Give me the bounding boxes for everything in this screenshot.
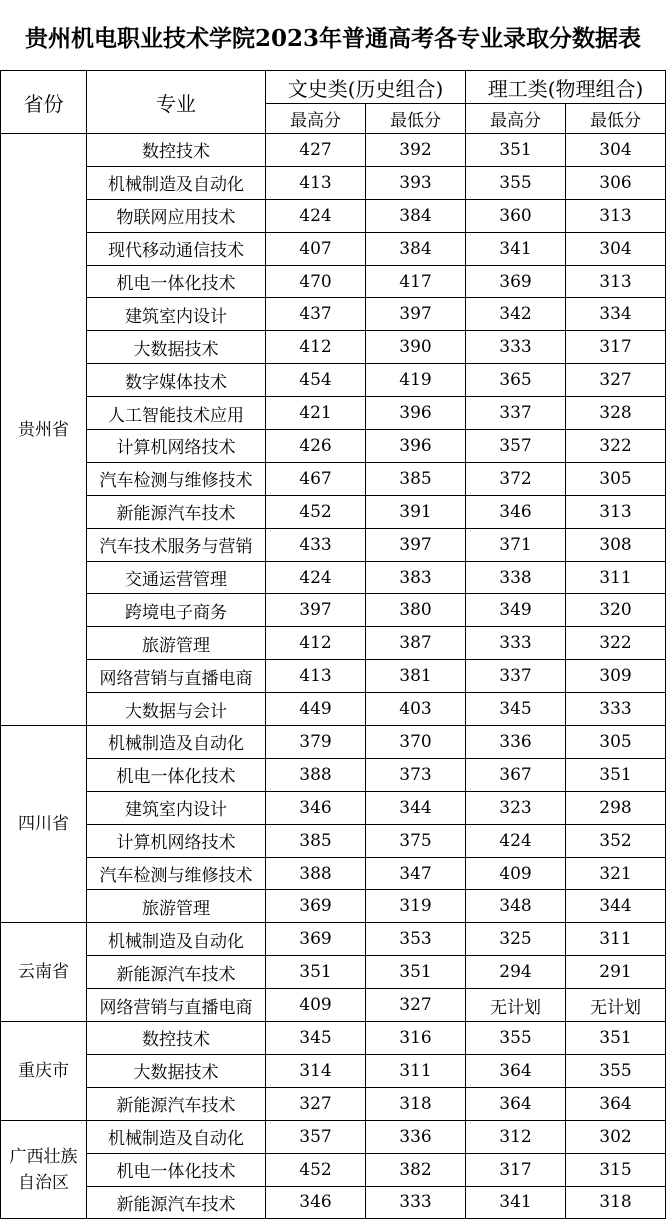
- table-row: [1, 134, 666, 167]
- wen-max-cell: 449: [266, 693, 366, 726]
- li-min-cell: 311: [566, 561, 666, 594]
- major-cell: 机电一体化技术: [87, 1153, 266, 1186]
- wen-max-cell: 409: [266, 989, 366, 1022]
- li-min-cell: 302: [566, 1120, 666, 1153]
- li-max-cell: 365: [466, 364, 566, 397]
- table-row: [1, 594, 666, 627]
- table-row: [1, 726, 666, 759]
- wen-max-cell: 424: [266, 561, 366, 594]
- major-cell: 数控技术: [87, 1022, 266, 1055]
- li-min-cell: 313: [566, 265, 666, 298]
- major-cell: 机械制造及自动化: [87, 923, 266, 956]
- wen-max-cell: 369: [266, 923, 366, 956]
- wen-max-cell: 407: [266, 232, 366, 265]
- major-cell: 建筑室内设计: [87, 791, 266, 824]
- li-min-cell: 309: [566, 660, 666, 693]
- table-row: [1, 660, 666, 693]
- major-cell: 大数据与会计: [87, 693, 266, 726]
- table-row: [1, 693, 666, 726]
- li-max-cell: 424: [466, 824, 566, 857]
- table-row: [1, 956, 666, 989]
- major-cell: 现代移动通信技术: [87, 232, 266, 265]
- li-max-cell: 294: [466, 956, 566, 989]
- wen-min-cell: 396: [366, 397, 466, 430]
- li-min-cell: 317: [566, 331, 666, 364]
- wen-min-cell: 397: [366, 528, 466, 561]
- province-cell: [1, 1120, 87, 1219]
- page-title: 贵州机电职业技术学院2023年普通高考各专业录取分数据表: [24, 25, 641, 52]
- wen-min-cell: 397: [366, 298, 466, 331]
- li-max-cell: 325: [466, 923, 566, 956]
- wen-max-cell: 437: [266, 298, 366, 331]
- table-row: [1, 528, 666, 561]
- province-cell: 贵州省: [1, 134, 87, 726]
- major-cell: 交通运营管理: [87, 561, 266, 594]
- major-cell: 机电一体化技术: [87, 758, 266, 791]
- table-row: [1, 824, 666, 857]
- major-cell: 新能源汽车技术: [87, 1186, 266, 1219]
- li-max-cell: 369: [466, 265, 566, 298]
- wen-max-cell: 397: [266, 594, 366, 627]
- wen-min-cell: 384: [366, 199, 466, 232]
- admission-score-table: [0, 70, 666, 1219]
- wen-min-cell: 396: [366, 430, 466, 463]
- major-cell: 旅游管理: [87, 627, 266, 660]
- li-max-cell: 333: [466, 627, 566, 660]
- li-min-cell: 327: [566, 364, 666, 397]
- li-max-cell: 364: [466, 1087, 566, 1120]
- major-cell: 数控技术: [87, 134, 266, 167]
- wen-min-cell: 373: [366, 758, 466, 791]
- table-row: [1, 857, 666, 890]
- wen-min-cell: 333: [366, 1186, 466, 1219]
- wen-min-cell: 351: [366, 956, 466, 989]
- table-row: [1, 265, 666, 298]
- header-province: 省份: [1, 71, 87, 134]
- table-row: [1, 1120, 666, 1153]
- wen-min-cell: 385: [366, 462, 466, 495]
- table-row: [1, 462, 666, 495]
- table-row: [1, 923, 666, 956]
- wen-max-cell: 346: [266, 1186, 366, 1219]
- wen-max-cell: 369: [266, 890, 366, 923]
- li-max-cell: 333: [466, 331, 566, 364]
- wen-max-cell: 470: [266, 265, 366, 298]
- li-min-cell: 298: [566, 791, 666, 824]
- li-max-cell: 342: [466, 298, 566, 331]
- major-cell: 网络营销与直播电商: [87, 989, 266, 1022]
- li-max-cell: 355: [466, 166, 566, 199]
- table-row: [1, 199, 666, 232]
- wen-max-cell: 412: [266, 627, 366, 660]
- wen-min-cell: 347: [366, 857, 466, 890]
- li-min-cell: 320: [566, 594, 666, 627]
- province-cell: 重庆市: [1, 1022, 87, 1121]
- wen-min-cell: 375: [366, 824, 466, 857]
- li-max-cell: 338: [466, 561, 566, 594]
- wen-min-cell: 344: [366, 791, 466, 824]
- li-max-cell: 360: [466, 199, 566, 232]
- li-min-cell: 306: [566, 166, 666, 199]
- table-row: [1, 430, 666, 463]
- major-cell: 旅游管理: [87, 890, 266, 923]
- major-cell: 网络营销与直播电商: [87, 660, 266, 693]
- li-min-cell: 364: [566, 1087, 666, 1120]
- wen-max-cell: 452: [266, 495, 366, 528]
- header-wen-min: 最低分: [366, 104, 466, 134]
- wen-min-cell: 319: [366, 890, 466, 923]
- province-name-line: 自治区: [18, 1172, 69, 1193]
- li-min-cell: 305: [566, 726, 666, 759]
- li-max-cell: 372: [466, 462, 566, 495]
- wen-min-cell: 391: [366, 495, 466, 528]
- li-min-cell: 344: [566, 890, 666, 923]
- wen-min-cell: 370: [366, 726, 466, 759]
- wen-max-cell: 412: [266, 331, 366, 364]
- wen-max-cell: 421: [266, 397, 366, 430]
- table-row: [1, 298, 666, 331]
- major-cell: 汽车检测与维修技术: [87, 462, 266, 495]
- li-max-cell: 346: [466, 495, 566, 528]
- li-max-cell: 317: [466, 1153, 566, 1186]
- header-li-max: 最高分: [466, 104, 566, 134]
- wen-max-cell: 327: [266, 1087, 366, 1120]
- wen-min-cell: 387: [366, 627, 466, 660]
- wen-min-cell: 390: [366, 331, 466, 364]
- li-min-cell: 328: [566, 397, 666, 430]
- li-min-cell: 313: [566, 199, 666, 232]
- wen-max-cell: 427: [266, 134, 366, 167]
- li-min-cell: 351: [566, 758, 666, 791]
- li-max-cell: 345: [466, 693, 566, 726]
- li-min-cell: 351: [566, 1022, 666, 1055]
- major-cell: 汽车技术服务与营销: [87, 528, 266, 561]
- li-max-cell: 无计划: [466, 989, 566, 1022]
- wen-min-cell: 392: [366, 134, 466, 167]
- wen-max-cell: 346: [266, 791, 366, 824]
- li-max-cell: 367: [466, 758, 566, 791]
- li-max-cell: 341: [466, 232, 566, 265]
- wen-max-cell: 433: [266, 528, 366, 561]
- li-max-cell: 355: [466, 1022, 566, 1055]
- wen-max-cell: 385: [266, 824, 366, 857]
- wen-min-cell: 383: [366, 561, 466, 594]
- province-cell: 云南省: [1, 923, 87, 1022]
- wen-min-cell: 327: [366, 989, 466, 1022]
- table-row: [1, 890, 666, 923]
- table-row: [1, 166, 666, 199]
- table-row: [1, 331, 666, 364]
- major-cell: 汽车检测与维修技术: [87, 857, 266, 890]
- province-cell: 四川省: [1, 726, 87, 923]
- major-cell: 计算机网络技术: [87, 430, 266, 463]
- major-cell: 新能源汽车技术: [87, 956, 266, 989]
- li-max-cell: 337: [466, 660, 566, 693]
- major-cell: 机械制造及自动化: [87, 726, 266, 759]
- wen-max-cell: 467: [266, 462, 366, 495]
- wen-max-cell: 345: [266, 1022, 366, 1055]
- wen-min-cell: 417: [366, 265, 466, 298]
- li-max-cell: 312: [466, 1120, 566, 1153]
- wen-min-cell: 311: [366, 1054, 466, 1087]
- major-cell: 机械制造及自动化: [87, 166, 266, 199]
- major-cell: 大数据技术: [87, 331, 266, 364]
- li-max-cell: 371: [466, 528, 566, 561]
- table-row: [1, 495, 666, 528]
- major-cell: 新能源汽车技术: [87, 495, 266, 528]
- li-min-cell: 315: [566, 1153, 666, 1186]
- li-min-cell: 355: [566, 1054, 666, 1087]
- wen-min-cell: 382: [366, 1153, 466, 1186]
- table-row: [1, 1054, 666, 1087]
- li-min-cell: 334: [566, 298, 666, 331]
- li-min-cell: 304: [566, 232, 666, 265]
- wen-max-cell: 379: [266, 726, 366, 759]
- li-max-cell: 341: [466, 1186, 566, 1219]
- wen-max-cell: 351: [266, 956, 366, 989]
- table-row: [1, 791, 666, 824]
- li-min-cell: 318: [566, 1186, 666, 1219]
- wen-max-cell: 454: [266, 364, 366, 397]
- li-max-cell: 323: [466, 791, 566, 824]
- major-cell: 大数据技术: [87, 1054, 266, 1087]
- li-max-cell: 336: [466, 726, 566, 759]
- wen-max-cell: 413: [266, 166, 366, 199]
- table-row: [1, 1087, 666, 1120]
- li-min-cell: 311: [566, 923, 666, 956]
- table-row: [1, 627, 666, 660]
- wen-min-cell: 384: [366, 232, 466, 265]
- major-cell: 物联网应用技术: [87, 199, 266, 232]
- wen-min-cell: 393: [366, 166, 466, 199]
- li-max-cell: 349: [466, 594, 566, 627]
- wen-min-cell: 380: [366, 594, 466, 627]
- major-cell: 机电一体化技术: [87, 265, 266, 298]
- wen-min-cell: 316: [366, 1022, 466, 1055]
- header-wen-max: 最高分: [266, 104, 366, 134]
- wen-min-cell: 403: [366, 693, 466, 726]
- wen-min-cell: 336: [366, 1120, 466, 1153]
- li-max-cell: 364: [466, 1054, 566, 1087]
- table-row: [1, 561, 666, 594]
- wen-max-cell: 452: [266, 1153, 366, 1186]
- li-min-cell: 321: [566, 857, 666, 890]
- li-max-cell: 409: [466, 857, 566, 890]
- li-min-cell: 304: [566, 134, 666, 167]
- major-cell: 机械制造及自动化: [87, 1120, 266, 1153]
- major-cell: 新能源汽车技术: [87, 1087, 266, 1120]
- table-row: [1, 232, 666, 265]
- table-row: [1, 989, 666, 1022]
- li-min-cell: 313: [566, 495, 666, 528]
- wen-max-cell: 424: [266, 199, 366, 232]
- table-row: [1, 1022, 666, 1055]
- wen-min-cell: 353: [366, 923, 466, 956]
- table-row: [1, 758, 666, 791]
- major-cell: 计算机网络技术: [87, 824, 266, 857]
- wen-max-cell: 388: [266, 857, 366, 890]
- wen-max-cell: 426: [266, 430, 366, 463]
- wen-max-cell: 357: [266, 1120, 366, 1153]
- li-max-cell: 357: [466, 430, 566, 463]
- li-min-cell: 305: [566, 462, 666, 495]
- table-row: [1, 1153, 666, 1186]
- li-min-cell: 333: [566, 693, 666, 726]
- wen-min-cell: 381: [366, 660, 466, 693]
- province-name-line: 广西壮族: [9, 1146, 78, 1167]
- header-li-min: 最低分: [566, 104, 666, 134]
- table-row: [1, 397, 666, 430]
- table-row: [1, 364, 666, 397]
- li-min-cell: 无计划: [566, 989, 666, 1022]
- li-min-cell: 291: [566, 956, 666, 989]
- li-max-cell: 351: [466, 134, 566, 167]
- li-min-cell: 352: [566, 824, 666, 857]
- table-body: [1, 134, 666, 1219]
- major-cell: 跨境电子商务: [87, 594, 266, 627]
- wen-max-cell: 314: [266, 1054, 366, 1087]
- li-max-cell: 348: [466, 890, 566, 923]
- li-min-cell: 308: [566, 528, 666, 561]
- wen-min-cell: 419: [366, 364, 466, 397]
- header-group-wen: 文史类(历史组合): [266, 71, 466, 104]
- major-cell: 建筑室内设计: [87, 298, 266, 331]
- wen-max-cell: 413: [266, 660, 366, 693]
- header-group-li: 理工类(物理组合): [466, 71, 666, 104]
- wen-max-cell: 388: [266, 758, 366, 791]
- major-cell: 人工智能技术应用: [87, 397, 266, 430]
- header-major: 专业: [87, 71, 266, 134]
- li-max-cell: 337: [466, 397, 566, 430]
- li-min-cell: 322: [566, 430, 666, 463]
- wen-min-cell: 318: [366, 1087, 466, 1120]
- major-cell: 数字媒体技术: [87, 364, 266, 397]
- table-row: [1, 1186, 666, 1219]
- li-min-cell: 322: [566, 627, 666, 660]
